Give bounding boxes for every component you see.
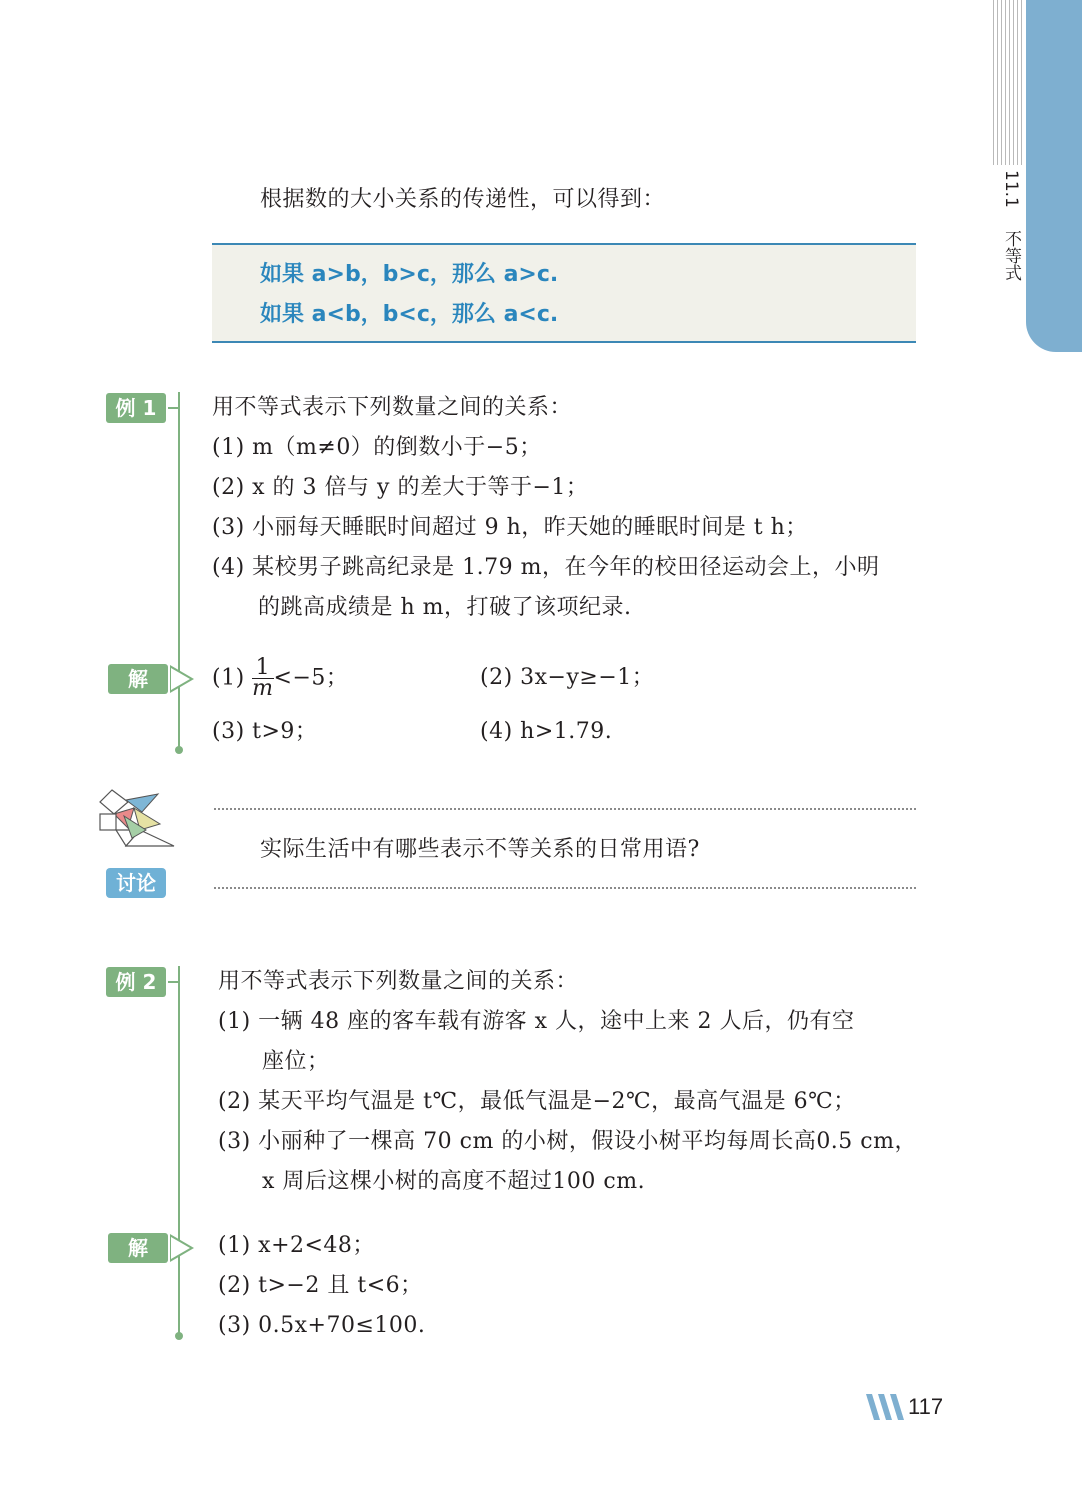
solution-1-label: 解 bbox=[108, 664, 168, 694]
example-2-item-1: (1) 一辆 48 座的客车载有游客 x 人，途中上来 2 人后，仍有空 bbox=[218, 1009, 855, 1034]
solution-1-item-1 bbox=[212, 655, 349, 701]
solution-1-item-1-prefix: (1) bbox=[212, 665, 245, 691]
example-2-item-3-cont: x 周后这棵小树的高度不超过100 cm. bbox=[262, 1169, 646, 1194]
side-section-title: 不等式 bbox=[1001, 229, 1021, 281]
discussion-top-rule bbox=[214, 808, 916, 810]
discussion-bottom-rule bbox=[214, 887, 916, 889]
side-section-number: 11.1 bbox=[1001, 170, 1021, 208]
example-1-item-4: (4) 某校男子跳高纪录是 1.79 m，在今年的校田径运动会上，小明 bbox=[212, 555, 880, 580]
example-2-item-3: (3) 小丽种了一棵高 70 cm 的小树，假设小树平均每周长高0.5 cm， bbox=[218, 1129, 917, 1154]
solution-2-item-2: (2) t>−2 且 t<6； bbox=[218, 1273, 423, 1298]
solution-2-arrow-inner bbox=[171, 1237, 190, 1259]
example-2-end-dot bbox=[175, 1332, 183, 1340]
fraction bbox=[252, 655, 274, 701]
discussion-label: 讨论 bbox=[106, 868, 166, 898]
example-2-label: 例 2 bbox=[106, 967, 166, 997]
page-number: 117 bbox=[908, 1394, 944, 1419]
solution-1-item-1-suffix: <−5； bbox=[273, 665, 349, 691]
side-decoration-lines bbox=[993, 0, 1023, 165]
rule-line-2: 如果 a<b，b<c，那么 a<c. bbox=[260, 302, 559, 327]
example-2-prompt: 用不等式表示下列数量之间的关系： bbox=[218, 969, 579, 994]
fraction-denominator: m bbox=[252, 676, 274, 701]
solution-1-item-4: (4) h>1.79. bbox=[480, 719, 613, 744]
page-marks-icon bbox=[866, 1394, 908, 1420]
example-1-vline bbox=[178, 392, 180, 750]
example-1-item-1: (1) m（m≠0）的倒数小于−5； bbox=[212, 435, 542, 460]
example-1-end-dot bbox=[175, 746, 183, 754]
solution-1-item-3: (3) t>9； bbox=[212, 719, 318, 744]
fraction-numerator: 1 bbox=[252, 658, 273, 679]
example-2-item-1-cont: 座位； bbox=[262, 1049, 330, 1074]
solution-2-item-3: (3) 0.5x+70≤100. bbox=[218, 1313, 426, 1338]
chapter-side-tab bbox=[1026, 0, 1082, 352]
example-1-item-4-cont: 的跳高成绩是 h m，打破了该项纪录. bbox=[258, 595, 632, 620]
discussion-text: 实际生活中有哪些表示不等关系的日常用语? bbox=[260, 837, 700, 862]
discussion-icon bbox=[96, 786, 180, 858]
side-section-label bbox=[995, 170, 1021, 303]
example-2-item-2: (2) 某天平均气温是 t℃，最低气温是−2℃，最高气温是 6℃； bbox=[218, 1089, 856, 1114]
example-1-prompt: 用不等式表示下列数量之间的关系： bbox=[212, 395, 573, 420]
rule-line-1: 如果 a>b，b>c，那么 a>c. bbox=[260, 262, 559, 287]
solution-1-item-2: (2) 3x−y≥−1； bbox=[480, 665, 655, 690]
example-1-item-3: (3) 小丽每天睡眠时间超过 9 h，昨天她的睡眠时间是 t h； bbox=[212, 515, 808, 540]
intro-text: 根据数的大小关系的传递性，可以得到： bbox=[260, 187, 666, 212]
solution-1-arrow-inner bbox=[171, 668, 190, 690]
example-1-label: 例 1 bbox=[106, 393, 166, 423]
example-2-vline bbox=[178, 966, 180, 1336]
solution-2-label: 解 bbox=[108, 1233, 168, 1263]
example-1-item-2: (2) x 的 3 倍与 y 的差大于等于−1； bbox=[212, 475, 589, 500]
solution-2-item-1: (1) x+2<48； bbox=[218, 1233, 375, 1258]
